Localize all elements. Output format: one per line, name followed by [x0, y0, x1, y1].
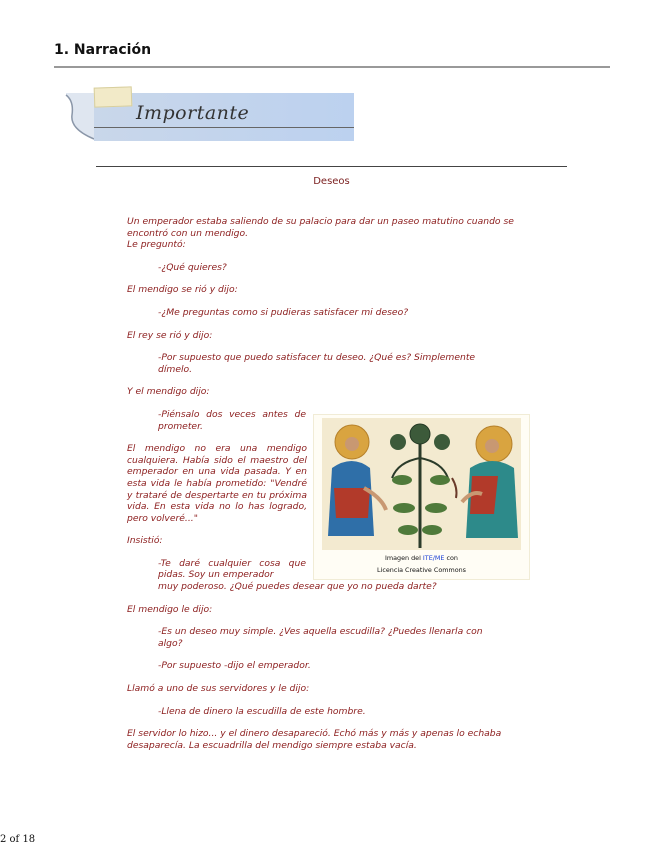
story-paragraph: El mendigo no era una mendigo cualquiera. Había sido el maestro del emperador en una vida pasada. Y en esta vida le había prometido: "Vendré y trataré de despertarte en tu próxima vida. En esta vida no lo has logrado, pero volveré..." — [127, 443, 307, 524]
story-dialogue: -Piénsalo dos veces antes de prometer. — [158, 408, 306, 432]
section-title: 1. Narración — [54, 42, 152, 58]
story-paragraph: Llamó a uno de sus servidores y le dijo: — [127, 683, 310, 695]
story-paragraph: El mendigo le dijo: — [127, 603, 213, 615]
banner-label: Importante — [136, 102, 250, 124]
illustration-figure — [313, 414, 530, 580]
story-dialogue: -¿Qué quieres? — [158, 261, 227, 273]
story-paragraph: El servidor lo hizo... y el dinero desapareció. Echó más y más y apenas lo echaba desaparecía. La escuadrilla del mendigo siempre estaba vacía. — [127, 728, 502, 751]
story-dialogue: -Por supuesto que puedo satisfacer tu deseo. ¿Qué es? Simplemente dímelo. — [158, 352, 476, 375]
content-divider — [96, 166, 567, 167]
story-dialogue: -Por supuesto -dijo el emperador. — [158, 660, 311, 672]
license-credit: Licencia Creative Commons — [376, 566, 466, 574]
story-paragraph: El rey se rió y dijo: — [127, 329, 213, 341]
story-paragraph: Le preguntó: — [127, 239, 186, 251]
story-title: Deseos — [313, 176, 350, 187]
important-banner — [64, 93, 354, 141]
page-number: 2 of 18 — [0, 834, 36, 845]
caption-text: con — [444, 554, 458, 562]
section-divider — [54, 66, 610, 68]
story-dialogue: -Es un deseo muy simple. ¿Ves aquella escudilla? ¿Puedes llenarla con algo? — [158, 626, 483, 649]
story-dialogue: -¿Me preguntas como si pudieras satisfacer mi deseo? — [158, 306, 409, 318]
story-paragraph: Un emperador estaba saliendo de su palacio para dar un paseo matutino cuando se encontró con un mendigo. — [127, 216, 514, 239]
image-credit — [314, 554, 529, 562]
story-paragraph: Insistió: — [127, 535, 163, 547]
miniature-painting-image — [322, 418, 521, 550]
sticky-note-icon — [94, 86, 133, 107]
caption-text: Imagen del — [385, 554, 423, 562]
story-dialogue: -Llena de dinero la escudilla de este hombre. — [158, 705, 366, 717]
ite-link[interactable]: ITE/ME — [422, 554, 445, 562]
story-paragraph: Y el mendigo dijo: — [127, 386, 210, 398]
story-dialogue: -Te daré cualquier cosa que pidas. Soy un emperador — [158, 557, 306, 581]
banner-underline — [94, 127, 354, 128]
story-dialogue: muy poderoso. ¿Qué puedes desear que yo no pueda darte? — [158, 581, 437, 593]
story-paragraph: El mendigo se rió y dijo: — [127, 284, 238, 296]
